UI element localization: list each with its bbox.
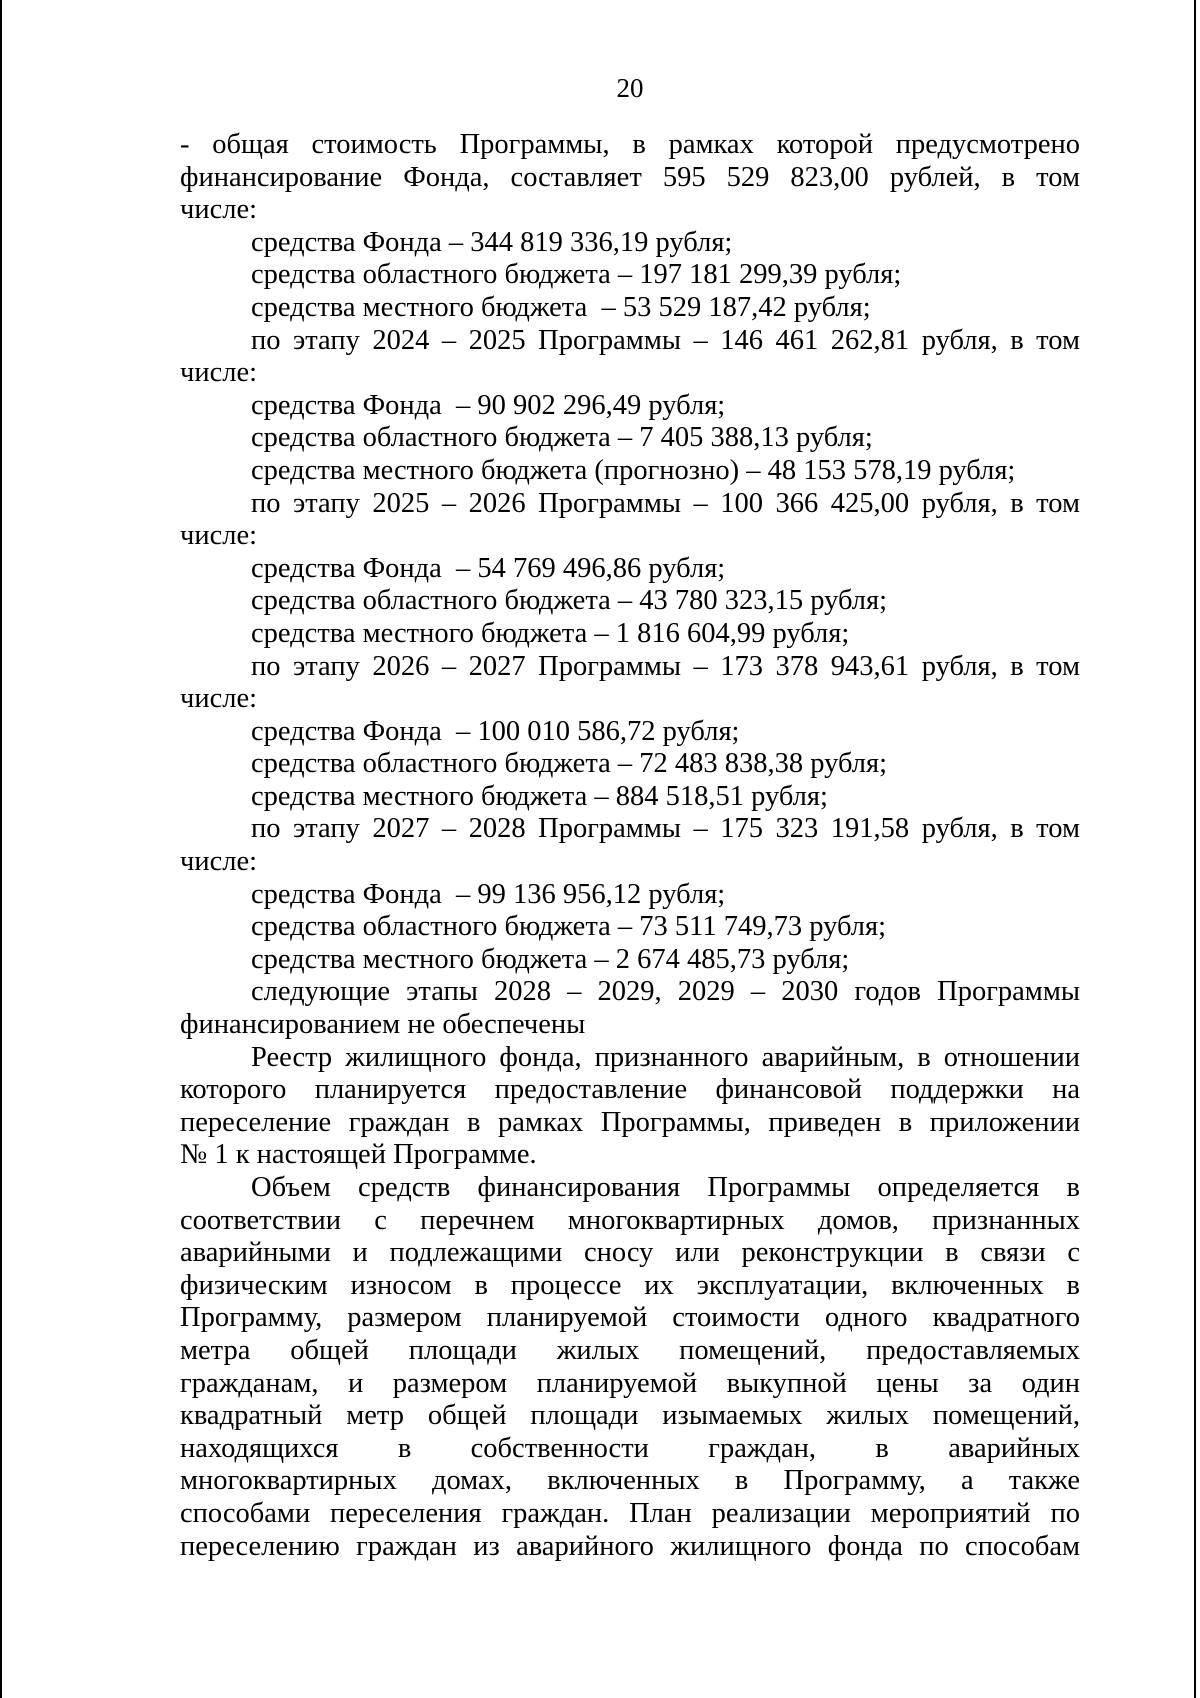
text-line: средства местного бюджета (прогнозно) – 48 153 578,19 рубля;: [251, 454, 1016, 486]
text-line: числе:: [180, 194, 258, 226]
text-line: средства местного бюджета – 2 674 485,73 рубля;: [251, 943, 850, 975]
text-line: средства Фонда – 54 769 496,86 рубля;: [251, 552, 726, 584]
text-line: гражданам, и размером планируемой выкупной цены за один: [180, 1367, 1080, 1399]
text-line: числе:: [180, 846, 258, 878]
scan-left-edge: [0, 0, 2, 1698]
text-line: по этапу 2025 – 2026 Программы – 100 366 425,00 рубля, в том: [251, 487, 1080, 519]
text-line: средства местного бюджета – 1 816 604,99 рубля;: [251, 617, 850, 649]
text-line: № 1 к настоящей Программе.: [180, 1139, 537, 1171]
text-line: средства Фонда – 344 819 336,19 рубля;: [251, 226, 733, 258]
text-line: средства областного бюджета – 72 483 838,38 рубля;: [251, 748, 888, 780]
text-line: многоквартирных домах, включенных в Программу, а также: [180, 1465, 1080, 1497]
text-line: следующие этапы 2028 – 2029, 2029 – 2030 годов Программы: [251, 976, 1080, 1008]
text-line: числе:: [180, 683, 258, 715]
text-line: способами переселения граждан. План реализации мероприятий по: [180, 1497, 1080, 1529]
text-line: средства Фонда – 100 010 586,72 рубля;: [251, 715, 740, 747]
text-line: средства Фонда – 99 136 956,12 рубля;: [251, 878, 726, 910]
text-line: средства областного бюджета – 43 780 323,15 рубля;: [251, 585, 888, 617]
text-line: по этапу 2024 – 2025 Программы – 146 461 262,81 рубля, в том: [251, 324, 1080, 356]
text-line: средства областного бюджета – 7 405 388,13 рубля;: [251, 422, 873, 454]
text-line: по этапу 2026 – 2027 Программы – 173 378 943,61 рубля, в том: [251, 650, 1080, 682]
text-line: числе:: [180, 520, 258, 552]
text-line: финансирование Фонда, составляет 595 529 823,00 рублей, в том: [180, 161, 1080, 193]
text-line: переселению граждан из аварийного жилищного фонда по способам: [180, 1530, 1080, 1562]
page-number: 20: [616, 73, 644, 103]
document-body: [180, 129, 1080, 1563]
text-line: средства местного бюджета – 53 529 187,42 рубля;: [251, 291, 871, 323]
document-page: [180, 66, 1080, 1563]
text-line: числе:: [180, 357, 258, 389]
text-line: находящихся в собственности граждан, в аварийных: [180, 1432, 1080, 1464]
text-line: соответствии с перечнем многоквартирных домов, признанных: [180, 1204, 1080, 1236]
text-line: - общая стоимость Программы, в рамках которой предусмотрено: [180, 129, 1080, 160]
text-line: Программу, размером планируемой стоимости одного квадратного: [180, 1302, 1080, 1334]
text-line: средства областного бюджета – 73 511 749,73 рубля;: [251, 911, 887, 943]
text-line: средства местного бюджета – 884 518,51 рубля;: [251, 780, 828, 812]
text-line: аварийными и подлежащими сносу или реконструкции в связи с: [180, 1237, 1080, 1269]
text-line: финансированием не обеспечены: [180, 1009, 586, 1041]
scan-right-edge: [1194, 0, 1196, 1698]
text-line: Реестр жилищного фонда, признанного аварийным, в отношении: [251, 1041, 1080, 1073]
text-line: средства Фонда – 90 902 296,49 рубля;: [251, 389, 726, 421]
text-line: средства областного бюджета – 197 181 299,39 рубля;: [251, 259, 902, 291]
text-line: физическим износом в процессе их эксплуатации, включенных в: [180, 1269, 1080, 1301]
text-line: по этапу 2027 – 2028 Программы – 175 323 191,58 рубля, в том: [251, 813, 1080, 845]
text-line: метра общей площади жилых помещений, предоставляемых: [180, 1334, 1080, 1366]
text-line: переселение граждан в рамках Программы, приведен в приложении: [180, 1106, 1080, 1138]
text-line: которого планируется предоставление финансовой поддержки на: [180, 1074, 1080, 1106]
text-line: Объем средств финансирования Программы определяется в: [251, 1172, 1080, 1203]
text-line: квадратный метр общей площади изымаемых жилых помещений,: [180, 1400, 1080, 1432]
